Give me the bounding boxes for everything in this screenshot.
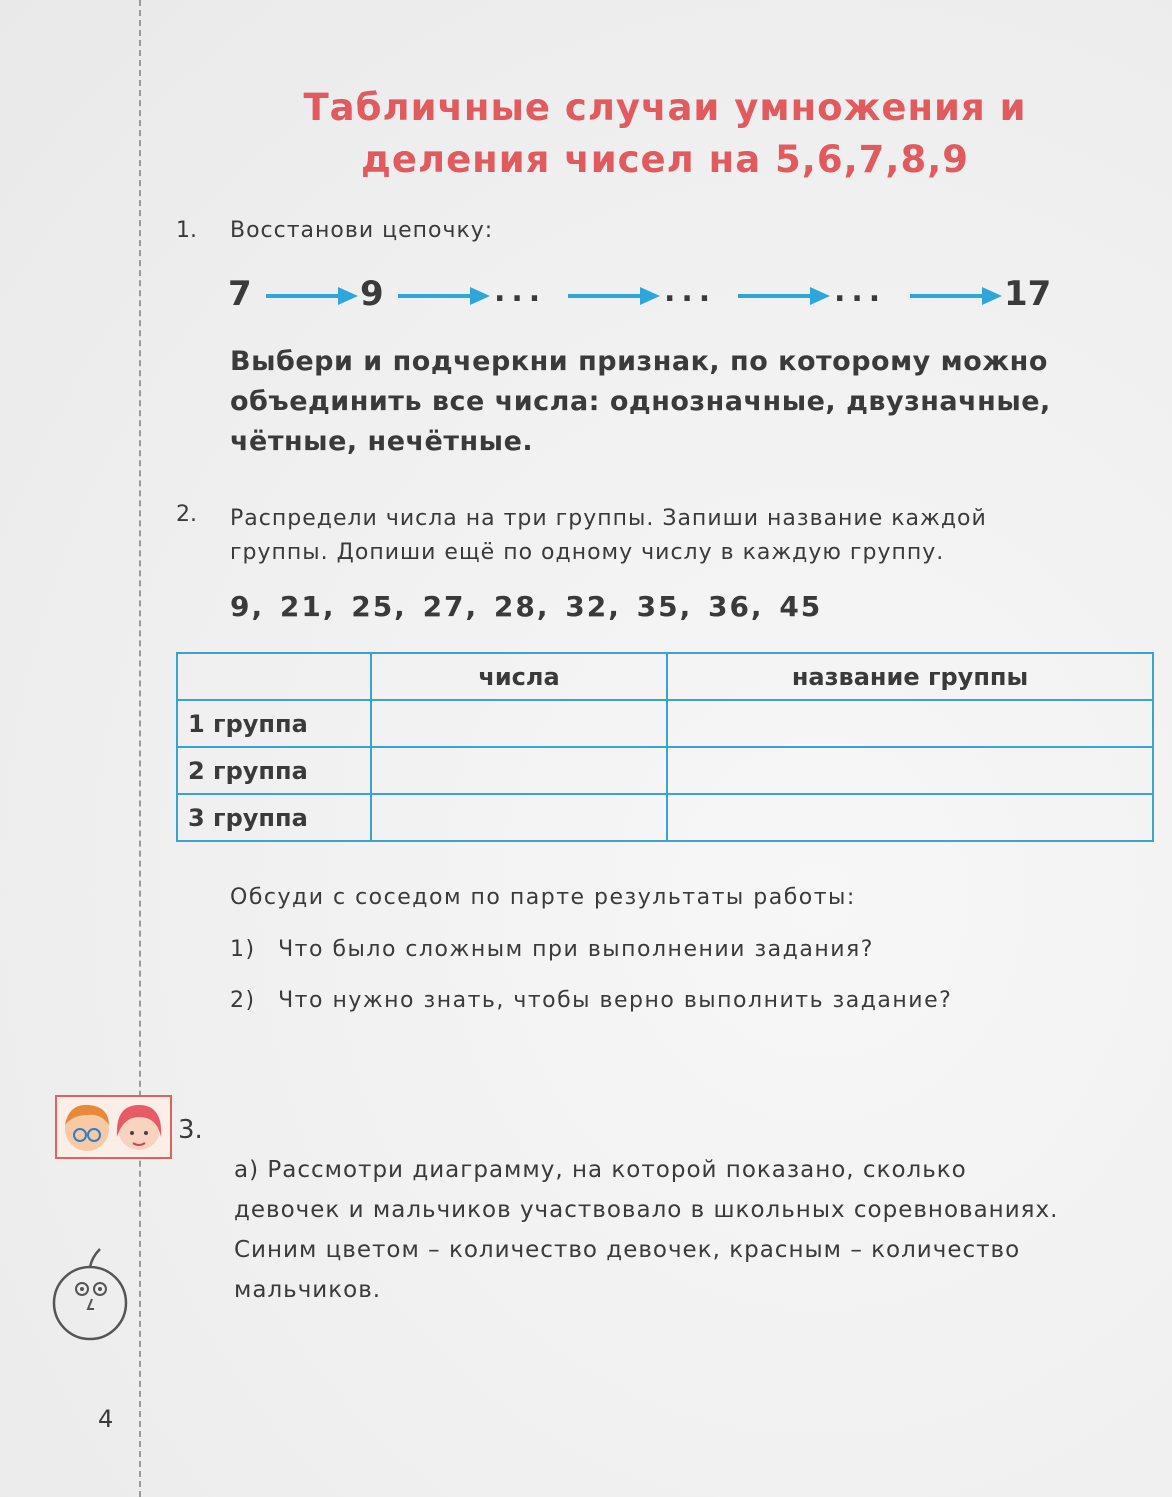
task1-number: 1. (176, 218, 197, 243)
chain-second: 9 (360, 274, 384, 314)
task3-number: 3. (178, 1115, 203, 1145)
table-corner-cell (177, 653, 371, 700)
arrow-right-icon (908, 284, 1004, 308)
title-line-2: деления чисел на 5,6,7,8,9 (361, 138, 969, 181)
discussion-question-2 (230, 988, 952, 1013)
arrow-right-icon (566, 284, 662, 308)
question-1-text: Что было сложным при выполнении задания? (278, 937, 874, 962)
number-chain (228, 272, 1068, 322)
title-line-1: Табличные случаи умножения и (303, 86, 1027, 129)
col-header-group-name: название группы (667, 653, 1153, 700)
col-header-numbers: числа (371, 653, 667, 700)
arrow-right-icon (736, 284, 832, 308)
table-row (177, 747, 1153, 794)
arrow-right-icon (396, 284, 492, 308)
table-row (177, 794, 1153, 841)
numbers-cell[interactable] (371, 747, 667, 794)
group-name-cell[interactable] (667, 794, 1153, 841)
task1-prompt-line-2: объединить все числа: однозначные, двузначные, (230, 386, 1051, 417)
task1-prompt-line-1: Выбери и подчеркни признак, по которому можно (230, 346, 1048, 377)
numbers-cell[interactable] (371, 700, 667, 747)
task1-prompt-line-3: чётные, нечётные. (230, 426, 534, 457)
question-2-number: 2) (230, 988, 256, 1013)
chain-gap-1: ... (494, 274, 547, 309)
task3-line-2: девочек и мальчиков участвовало в школьных соревнованиях. (234, 1197, 1059, 1223)
discussion-intro: Обсуди с соседом по парте результаты работы: (230, 885, 856, 910)
thinking-smiley-icon (50, 1245, 134, 1345)
numbers-cell[interactable] (371, 794, 667, 841)
chain-gap-3: ... (834, 274, 887, 309)
row-label: 1 группа (177, 700, 371, 747)
chain-end: 17 (1004, 274, 1052, 314)
group-name-cell[interactable] (667, 700, 1153, 747)
children-faces-icon (57, 1097, 170, 1157)
page-number: 4 (98, 1405, 114, 1433)
group-name-cell[interactable] (667, 747, 1153, 794)
task2-instruction-line-2: группы. Допиши ещё по одному числу в каждую группу. (230, 540, 945, 565)
table-row (177, 700, 1153, 747)
row-label: 2 группа (177, 747, 371, 794)
discussion-question-1 (230, 937, 874, 962)
arrow-right-icon (264, 284, 360, 308)
task1-prompt (230, 342, 1130, 462)
task2-number: 2. (176, 502, 197, 527)
question-1-number: 1) (230, 937, 256, 962)
page-title (220, 82, 1110, 186)
task2-instruction (230, 502, 987, 570)
row-label: 3 группа (177, 794, 371, 841)
groups-table (176, 652, 1154, 842)
chain-start: 7 (228, 274, 252, 314)
question-2-text: Что нужно знать, чтобы верно выполнить задание? (278, 988, 953, 1013)
task3-line-4: мальчиков. (234, 1277, 382, 1303)
pair-work-icon (55, 1095, 172, 1159)
chain-gap-2: ... (664, 274, 717, 309)
task3-line-1: а) Рассмотри диаграмму, на которой показано, сколько (234, 1157, 967, 1183)
numbers-list: 9, 21, 25, 27, 28, 32, 35, 36, 45 (230, 590, 823, 623)
task3-line-3: Синим цветом – количество девочек, красным – количество (234, 1237, 1021, 1263)
cut-line (139, 0, 141, 1497)
task2-instruction-line-1: Распредели числа на три группы. Запиши название каждой (230, 506, 987, 531)
task3-text (234, 1150, 1134, 1310)
task1-instruction: Восстанови цепочку: (230, 218, 494, 243)
table-header-row (177, 653, 1153, 700)
